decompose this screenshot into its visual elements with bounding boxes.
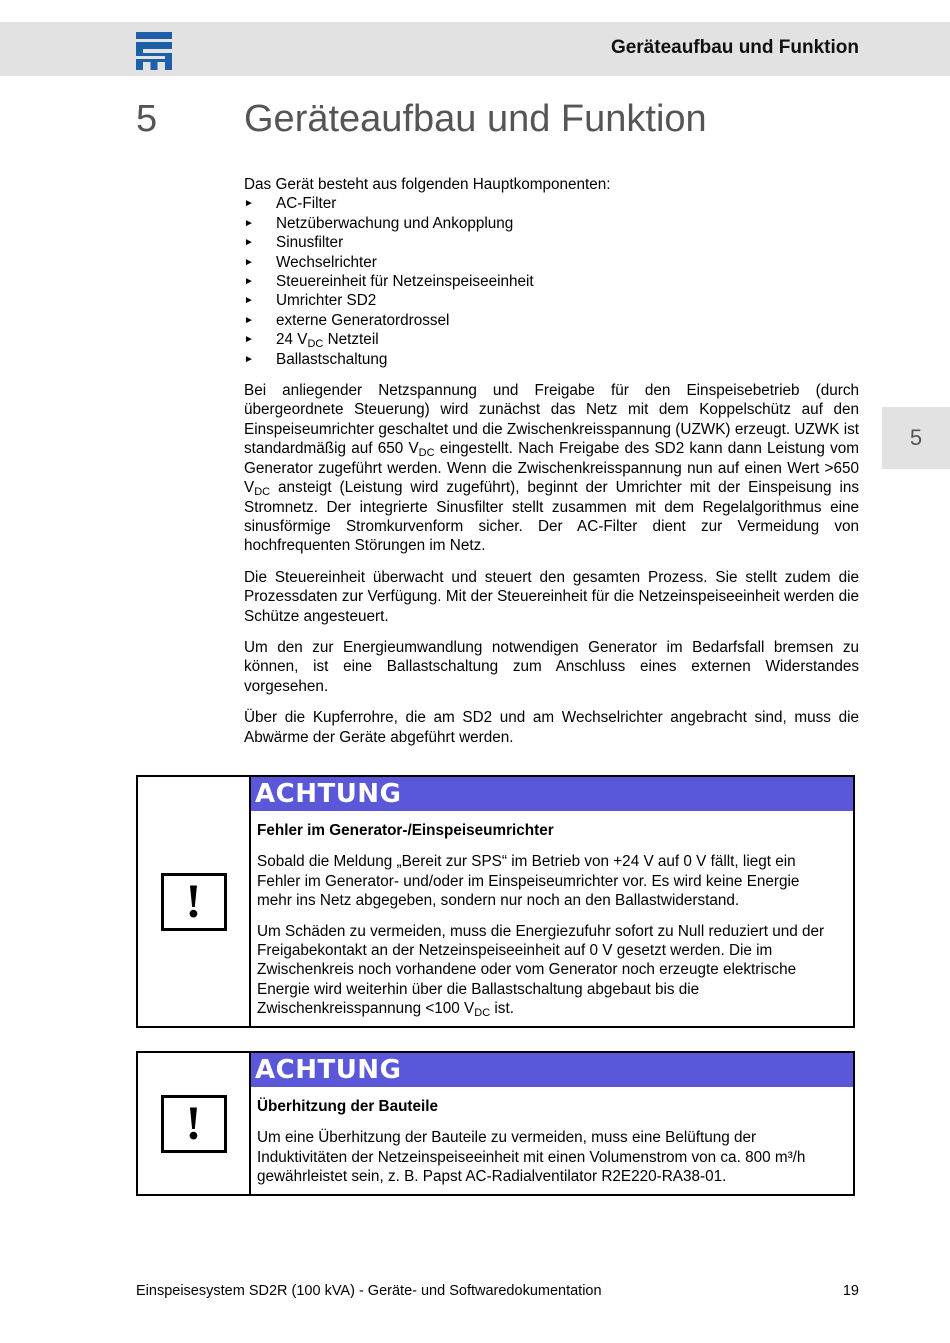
- bullet-icon: ►: [244, 314, 254, 326]
- chapter-number: 5: [136, 98, 158, 140]
- warning-box-generator: [136, 775, 855, 1028]
- cooling-paragraph: Über die Kupferrohre, die am SD2 und am Wechselrichter angebracht sind, muss die Abwärme der Geräte abgeführt werden.: [244, 709, 859, 746]
- component-list: [244, 194, 859, 369]
- warning-text: Sobald die Meldung „Bereit zur SPS“ im Betrieb von +24 V auf 0 V fällt, liegt ein Fehler im Generator- und/oder im Einspeiseumrichter vor. Es wird keine Energie mehr ins Netz abgegeben, sondern nur noch an den Ballastwiderstand.: [257, 853, 800, 910]
- warning-label: ACHTUNG: [251, 777, 853, 811]
- list-item: ► Wechselrichter: [244, 253, 377, 271]
- warning-text: Um Schäden zu vermeiden, muss die Energiezufuhr sofort zu Null reduziert und der Freigabekontakt an der Netzeinspeiseeinheit auf 0 V gesetzt werden. Die im Zwischenkreis noch vorhandene oder vom Generator noch erzeugte elektrische Energie wird weiterhin über die Ballastschaltung abgebaut bis die Zwischenkreisspannung <100 $V_{DC}$ ist.: [257, 922, 825, 1020]
- bullet-icon: ►: [244, 295, 254, 307]
- company-logo-icon: [136, 32, 172, 70]
- main-content: [244, 175, 859, 759]
- list-item: ► externe Generatordrossel: [244, 311, 450, 329]
- bullet-icon: ►: [244, 353, 254, 365]
- list-item: ► Netzüberwachung und Ankopplung: [244, 214, 514, 232]
- chapter-title: Geräteaufbau und Funktion: [244, 98, 707, 140]
- exclamation-icon: !: [161, 1095, 227, 1153]
- header-title: Geräteaufbau und Funktion: [610, 37, 859, 58]
- intro-text: Das Gerät besteht aus folgenden Hauptkomponenten:: [244, 176, 611, 193]
- chapter-side-tab[interactable]: 5: [882, 407, 950, 469]
- bullet-icon: ►: [244, 198, 254, 210]
- bullet-icon: ►: [244, 334, 254, 346]
- bullet-icon: ►: [244, 256, 254, 268]
- function-paragraph: Bei anliegender Netzspannung und Freigabe für den Einspeisebetrieb (durch übergeordnete Steuerung) wird zunächst das Netz mit dem Koppelschütz auf den Einspeiseumrichter geschaltet und die Zwischenkreisspannung (UZWK) erzeugt. UZWK ist standardmäßig auf 650 $V_{DC}$ eingestellt. Nach Freigabe des SD2 kann dann Leistung vom Generator zugeführt werden. Wenn die Zwischenkreisspannung nun auf einen Wert >650 $V_{DC}$ ansteigt (Leistung wird zugeführt), beginnt der Umrichter mit der Einspeisung ins Stromnetz. Der integrierte Sinusfilter stellt zusammen mit dem Regelalgorithmus eine sinusförmige Stromkurvenform sicher. Der AC-Filter dient zur Vermeidung von hochfrequenten Störungen im Netz.: [244, 382, 859, 555]
- footer-doc-title: Einspeisesystem SD2R (100 kVA) - Geräte- und Softwaredokumentation: [136, 1283, 602, 1299]
- list-item: ► Steuereinheit für Netzeinspeiseeinheit: [244, 273, 534, 291]
- list-item: ► Ballastschaltung: [244, 350, 388, 368]
- page-number: 19: [842, 1283, 859, 1299]
- warning-label: ACHTUNG: [251, 1053, 853, 1087]
- bullet-icon: ►: [244, 276, 254, 288]
- list-item: ► Umrichter SD2: [244, 292, 377, 310]
- warning-box-overheating: [136, 1051, 855, 1196]
- ballast-paragraph: Um den zur Energieumwandlung notwendigen Generator im Bedarfsfall bremsen zu können, ist eine Ballastschaltung zum Anschluss eines externen Widerstandes vorgesehen.: [244, 638, 859, 695]
- warning-text: Um eine Überhitzung der Bauteile zu vermeiden, muss eine Belüftung der Induktivitäten der Netzeinspeiseeinheit mit einen Volumenstrom von ca. 800 m³/h gewährleistet sein, z. B. Papst AC-Radialventilator R2E220-RA38-01.: [257, 1129, 806, 1186]
- list-item: ► AC-Filter: [244, 195, 337, 213]
- warning-title: Überhitzung der Bauteile: [257, 1098, 439, 1115]
- list-item: ► 24 $V_{DC}$ Netzteil: [244, 331, 379, 351]
- control-paragraph: Die Steuereinheit überwacht und steuert den gesamten Prozess. Sie stellt zudem die Prozessdaten zur Verfügung. Mit der Steuereinheit für die Netzeinspeiseeinheit werden die Schütze angesteuert.: [244, 568, 859, 625]
- list-item: ► Sinusfilter: [244, 234, 344, 252]
- bullet-icon: ►: [244, 217, 254, 229]
- bullet-icon: ►: [244, 237, 254, 249]
- warning-title: Fehler im Generator-/Einspeiseumrichter: [257, 822, 554, 839]
- exclamation-icon: !: [161, 873, 227, 931]
